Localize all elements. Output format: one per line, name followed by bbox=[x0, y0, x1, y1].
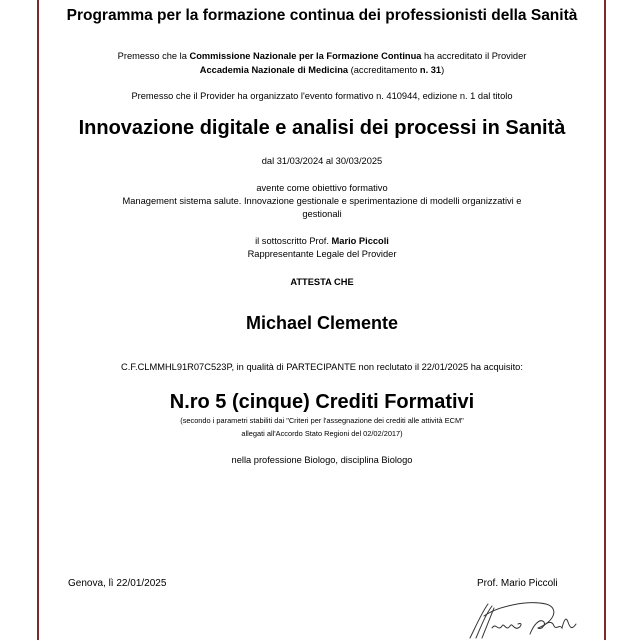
participant-details: C.F.CLMMHL91R07C523P, in qualità di PARTECIPANTE non reclutato il 22/01/2025 ha acquisito: bbox=[121, 362, 523, 372]
criteria-line-2: allegati all'Accordo Stato Regioni del 02/02/2017) bbox=[241, 429, 403, 438]
place-date: Genova, lì 22/01/2025 bbox=[68, 578, 167, 589]
signatory bbox=[40, 236, 604, 246]
premise-prefix: Premesso che la bbox=[117, 51, 190, 61]
accreditation-suffix: ) bbox=[441, 65, 445, 75]
frame-left-border bbox=[37, 0, 39, 640]
accreditation-number: n. 31 bbox=[419, 65, 442, 75]
signatory-name: Mario Piccoli bbox=[331, 236, 389, 246]
premise-suffix: ha accreditato il Provider bbox=[421, 51, 527, 61]
objective-label: avente come obiettivo formativo bbox=[256, 183, 388, 193]
premise-commission bbox=[40, 51, 604, 61]
credits-awarded: N.ro 5 (cinque) Crediti Formativi bbox=[169, 391, 475, 413]
signer-name: Prof. Mario Piccoli bbox=[477, 578, 558, 589]
signatory-role: Rappresentante Legale del Provider bbox=[247, 249, 397, 259]
provider-name: Accademia Nazionale di Medicina bbox=[199, 65, 349, 75]
premise-provider bbox=[40, 65, 604, 75]
objective-line-2: gestionali bbox=[302, 209, 342, 219]
attests-heading: ATTESTA CHE bbox=[290, 277, 354, 287]
objective-line-1: Management sistema salute. Innovazione gestionale e sperimentazione di modelli organizzativi e bbox=[122, 196, 522, 206]
signatory-prefix: il sottoscritto Prof. bbox=[255, 236, 332, 246]
commission-name: Commissione Nazionale per la Formazione Continua bbox=[189, 51, 422, 61]
event-title: Innovazione digitale e analisi dei processi in Sanità bbox=[78, 117, 566, 139]
accreditation-prefix: (accreditamento bbox=[348, 65, 420, 75]
date-range: dal 31/03/2024 al 30/03/2025 bbox=[261, 156, 383, 166]
criteria-line-1: (secondo i parametri stabiliti dai "Criteri per l'assegnazione dei crediti alle attività ECM" bbox=[180, 416, 464, 425]
premise-event: Premesso che il Provider ha organizzato l'evento formativo n. 410944, edizione n. 1 dal titolo bbox=[131, 91, 513, 101]
frame-right-border bbox=[604, 0, 606, 640]
participant-name: Michael Clemente bbox=[245, 313, 399, 333]
program-title: Programma per la formazione continua dei professionisti della Sanità bbox=[66, 7, 578, 24]
signature-icon bbox=[468, 598, 588, 640]
profession: nella professione Biologo, disciplina Biologo bbox=[231, 455, 413, 465]
